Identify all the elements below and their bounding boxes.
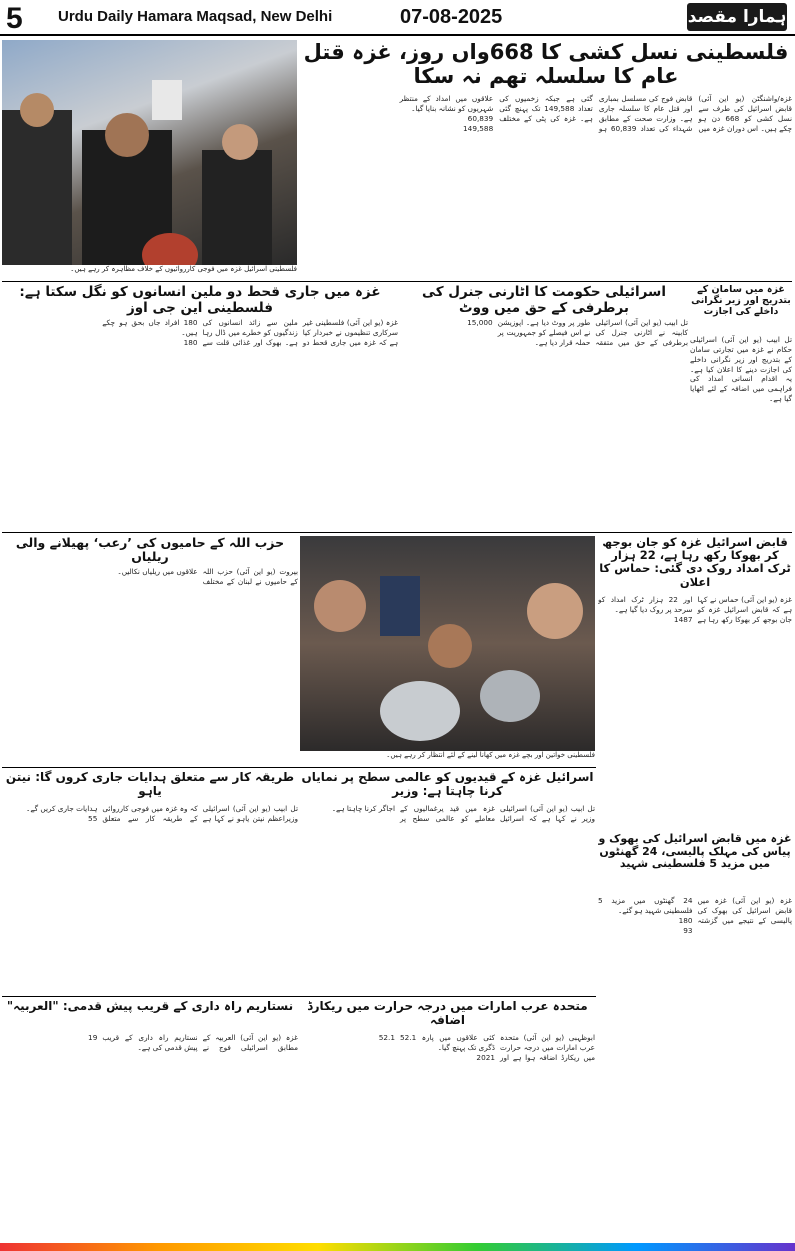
divider	[2, 532, 792, 533]
a3-body	[400, 318, 688, 530]
a4-body	[2, 318, 398, 530]
protest-illustration	[2, 40, 297, 265]
a8-headline: اسرائیل غزہ کے قیدیوں کو عالمی سطح پر نمایاں کرنا چاہتا ہے: وزیر	[301, 770, 594, 798]
footer-color-bar	[0, 1243, 795, 1251]
a4-text: غزہ (یو این آئی) فلسطینی غیر سرکاری تنظیموں نے خبردار کیا ہے کہ غزہ میں جاری قحط دو ملین سے زائد انسانوں کی زندگیوں کو خطرے میں ڈال رہا ہے۔ بھوک اور غذائی قلت سے 180 افراد جاں بحق ہو چکے ہیں۔	[102, 318, 398, 347]
a5-body	[598, 595, 792, 830]
a1-text: غزہ/واشنگٹن (یو این آئی) قابض اسرائیل کی طرف سے نسل کشی کو 668 دن ہو چکے ہیں۔ اس دوران غزہ میں قابض فوج کی مسلسل بمباری اور قتل عام کا سلسلہ جاری ہے۔ وزارت صحت کے مطابق شہداء کی تعداد 60,839 ہو گئی ہے جبکہ زخمیوں کی تعداد 149,588 تک پہنچ گئی ہے۔ غزہ کی پٹی کے مختلف علاقوں میں امداد کے منتظر شہریوں کو نشانہ بنایا گیا۔	[399, 94, 792, 133]
a11-text: ابوظہبی (یو این آئی) متحدہ عرب امارات میں درجہ حرارت میں ریکارڈ اضافہ ہوا ہے اور کئی علاقوں میں پارہ 52.1 ڈگری تک پہنچ گیا۔	[400, 1033, 595, 1062]
a5-stat: 1487	[673, 614, 693, 624]
a9-text: تل ابیب (یو این آئی) اسرائیلی وزیراعظم نیتن یاہو نے کہا ہے کہ وہ غزہ میں فوجی کارروائی کے طریقہ کار سے متعلق ہدایات جاری کریں گے۔	[26, 804, 298, 823]
newspaper-logo: ہمارا مقصد	[687, 3, 787, 31]
a1-stat: 60,839	[467, 113, 494, 123]
a12-text: غزہ (یو این آئی) العربیہ کے مطابق اسرائیلی فوج نے نستاریم راہ داری کے قریب پیش قدمی کی ہے۔	[102, 1033, 298, 1052]
a10-headline: غزہ میں قابض اسرائیل کی بھوک و پیاس کی مہلک پالیسی، 24 گھنٹوں میں مزید 5 فلسطینی شہید	[598, 832, 792, 871]
a9-headline: طریقہ کار سے متعلق ہدایات جاری کروں گا: نیتن یاہو	[5, 770, 295, 798]
a11-headline: متحدہ عرب امارات میں درجہ حرارت میں ریکارڈ اضافہ	[307, 999, 588, 1027]
a3-text: تل ابیب (یو این آئی) اسرائیلی کابینہ نے اٹارنی جنرل کی برطرفی کے حق میں متفقہ طور پر ووٹ دیا ہے۔ اپوزیشن نے اس فیصلے کو جمہوریت پر حملہ قرار دیا ہے۔	[497, 318, 688, 347]
a9-stat: 55	[88, 813, 98, 823]
a6-body: بیروت (یو این آئی) حزب اللہ کے حامیوں نے لبنان کے مختلف علاقوں میں ریلیاں نکالیں۔	[117, 567, 298, 586]
a12-stat: 19	[88, 1033, 98, 1042]
a10-stat: 180	[678, 915, 693, 925]
a12-headline: نستاریم راہ داری کے قریب پیش قدمی: "العربیہ"	[6, 999, 294, 1013]
a7-caption: فلسطینی خواتین اور بچے غزہ میں کھانا لینے کے لئے انتظار کر رہے ہیں۔	[300, 751, 595, 763]
a10-stat-2: 93	[683, 925, 693, 935]
issue-date: 07-08-2025	[400, 6, 503, 28]
a2-body: تل ابیب (یو این آئی) اسرائیلی حکام نے غزہ میں تجارتی سامان کے بتدریج اور زیر نگرانی داخلے کی اجازت دینے کا اعلان کیا ہے۔ یہ اقدام انسانی امداد کی فراہمی میں اضافہ کے لئے اٹھایا گیا ہے۔	[690, 335, 792, 404]
protest-photo	[2, 40, 297, 265]
a11-body	[300, 1033, 595, 1238]
a12-body	[2, 1033, 298, 1238]
a3-stat: 15,000	[467, 318, 493, 327]
a10-body	[598, 896, 792, 1236]
a1-headline: فلسطینی نسل کشی کا 668واں روز، غزہ قتل عام کا سلسلہ تھم نہ سکا	[303, 40, 789, 89]
divider	[2, 996, 596, 997]
a1-stat-2: 149,588	[463, 123, 494, 133]
a10-text: غزہ (یو این آئی) غزہ میں قابض اسرائیل کی بھوک کی پالیسی کے نتیجے میں گزشتہ 24 گھنٹوں میں مزید 5 فلسطینی شہید ہو گئے۔	[598, 896, 792, 925]
women-children-photo	[300, 536, 595, 751]
a9-body	[2, 804, 298, 994]
a5-headline: قابض اسرائیل غزہ کو جان بوجھ کر بھوکا رکھ رہا ہے، 22 ہزار ٹرک امداد روک دی گئی: حماس کا اعلان	[599, 535, 791, 589]
divider	[2, 281, 792, 282]
a2-headline: غزہ میں سامان کے بتدریج اور زیر نگرانی داخلے کی اجازت	[691, 284, 791, 317]
a4-stat: 180	[183, 337, 198, 347]
a6-headline: حزب اللہ کے حامیوں کی ’رعب‘ پھیلانے والی ریلیاں	[15, 535, 285, 565]
a1-body	[300, 94, 792, 279]
divider	[2, 767, 596, 768]
a11-stat-2: 52.1	[378, 1033, 395, 1042]
a11-stat: 2021	[476, 1052, 495, 1062]
page-number: 5	[6, 2, 23, 35]
food-queue-illustration	[300, 536, 595, 751]
a5-text: غزہ (یو این آئی) حماس نے کہا ہے کہ قابض اسرائیل غزہ کو جان بوجھ کر بھوکا رکھ رہا ہے اور 22 ہزار ٹرک امداد کو سرحد پر روک دیا گیا ہے۔	[598, 595, 792, 624]
a8-body: تل ابیب (یو این آئی) اسرائیلی وزیر نے کہا ہے کہ اسرائیل غزہ میں قید یرغمالیوں کے معاملے کو عالمی سطح پر اجاگر کرنا چاہتا ہے۔	[331, 804, 595, 823]
publication-name: Urdu Daily Hamara Maqsad, New Delhi	[58, 8, 333, 25]
a3-headline: اسرائیلی حکومت کا اٹارنی جنرل کی برطرفی کے حق میں ووٹ	[422, 284, 666, 316]
a4-headline: غزہ میں جاری قحط دو ملین انسانوں کو نگل سکتا ہے: فلسطینی این جی اوز	[19, 284, 381, 316]
masthead	[0, 0, 795, 36]
a1-caption: فلسطینی اسرائیل غزہ میں فوجی کارروائیوں کے خلاف مظاہرہ کر رہے ہیں۔	[2, 265, 297, 277]
